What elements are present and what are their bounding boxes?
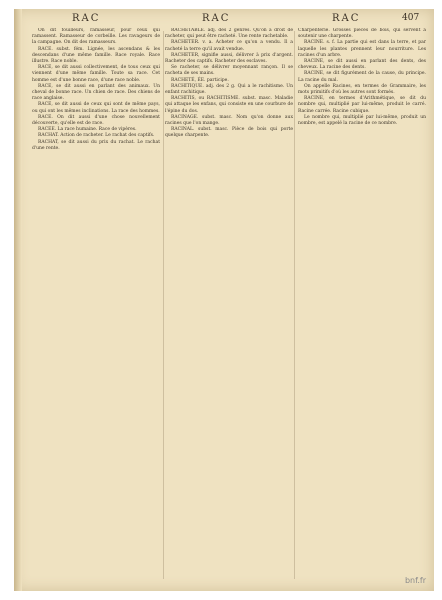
page-number: 407 <box>402 13 420 23</box>
entry-paragraph: Charpenterie. Grosses pièces de bois, qui servent à soutenir une charpente. <box>298 28 426 40</box>
entry-paragraph: RACHETÉ, ÉE. participe. <box>171 77 229 83</box>
entry-paragraph: RACINE, se dit aussi en parlant des dents, des cheveux. La racine des dents. <box>298 59 426 71</box>
entry-paragraph: RACE. subst. fém. Lignée, les ascendans & les descendans d'une même famille. Race royale. Race illustre. Race noble. <box>32 46 160 65</box>
entry-paragraph: RACHETER, signifie aussi, délivrer à prix d'argent. Racheter des captifs. Racheter des esclaves. <box>165 52 293 65</box>
header-middle: RAC <box>202 13 231 24</box>
entry-paragraph: RACINE. s. f. La partie qui est dans la terre, et par laquelle les plantes prennent leur nourriture. Les racines d'un arbre. <box>298 40 426 58</box>
watermark: bnf.fr <box>404 576 426 585</box>
entry-paragraph: RACHAT, se dit aussi du prix du rachat. Le rachat d'une rente. <box>32 139 160 151</box>
running-header <box>14 13 434 29</box>
column-middle <box>165 28 293 583</box>
entry-paragraph: RACINE, en termes d'Arithmétique, se dit du nombre qui, multiplié par lui-même, produit le carré. Racine carrée. Racine cubique. <box>298 96 426 114</box>
entry-paragraph: Se racheter, se délivrer moyennant rançon. Il se racheta de ses mains. <box>165 65 293 77</box>
entry-paragraph: RACHITIQUE. adj. des 2 g. Qui a le rachitisme. Un enfant rachitique. <box>165 83 293 96</box>
entry-paragraph: RACE, se dit aussi collectivement, de tous ceux qui viennent d'une même famille. Toute sa race. Cet homme est d'une bonne race, d'une race noble. <box>32 65 160 83</box>
entry-paragraph: On appelle Racines, en termes de Grammaire, les mots primitifs d'où les autres sont formés. <box>298 83 426 96</box>
entry-paragraph: RACE, se dit aussi en parlant des animaux. Un cheval de bonne race. Un chien de race. Des chiens de race anglaise. <box>32 83 160 102</box>
text-columns <box>32 28 426 583</box>
entry-paragraph: Le nombre qui, multiplié par lui-même, produit un nombre, est appelé la racine de ce nombre. <box>298 114 426 127</box>
entry-paragraph: RACHAT. Action de racheter. Le rachat des captifs. <box>38 133 155 139</box>
entry-paragraph: RACHITIS, ou RACHITISME. subst. masc. Maladie qui attaque les enfans, qui consiste en une courbure de l'épine du dos. <box>165 96 293 114</box>
entry-paragraph: RACEE. La race humaine. Race de vipères. <box>38 127 137 133</box>
entry-paragraph: RACHETER. v. a. Acheter ce qu'on a vendu. Il a racheté la terre qu'il avait vendue. <box>165 40 293 52</box>
header-right: RAC <box>332 13 361 24</box>
entry-paragraph: RACHETABLE. adj. des 2 genres. Qu'on a droit de racheter, qui peut être racheté. Une rente rachetable. <box>165 28 293 40</box>
page-edge <box>14 9 22 591</box>
entry-paragraph: RACINAL. subst. masc. Pièce de bois qui porte quelque charpente. <box>165 127 293 139</box>
entry-paragraph: RACINAGE. subst. masc. Nom qu'on donne aux racines que l'on mange. <box>165 114 293 127</box>
entry-paragraph: RACE, se dit aussi de ceux qui sont de même pays, ou qui ont les mêmes inclinations. La race des hommes. <box>32 102 160 114</box>
entry-paragraph: On dit fouilleurs, ramasseur, pour ceux qui ramassent. Ramasseur de corbeille. Les ravageurs de la campagne. On dit des ramasseurs. <box>32 28 160 46</box>
book-page <box>14 9 434 591</box>
column-right <box>298 28 426 583</box>
entry-paragraph: RACE. On dit aussi d'une chose nouvellement découverte, qu'elle est de race. <box>32 114 160 127</box>
entry-paragraph: RACINE, se dit figurément de la cause, du principe. La racine du mal. <box>298 71 426 83</box>
header-left: RAC <box>72 13 101 24</box>
column-left <box>32 28 160 583</box>
